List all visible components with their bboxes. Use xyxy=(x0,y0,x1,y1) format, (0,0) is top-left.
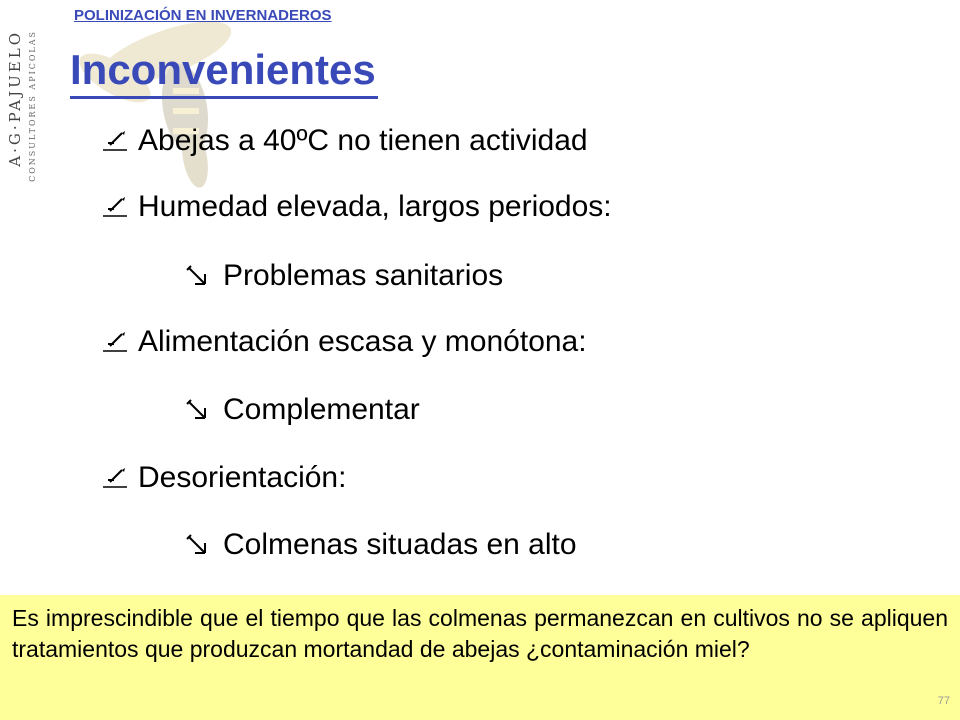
footer-note xyxy=(0,595,960,720)
footer-text: Es imprescindible que el tiempo que las colmenas permanezcan en cultivos no se apliquen tratamientos que produzcan mortandad de abejas ¿contaminación miel? xyxy=(12,605,948,662)
list-item-text: Colmenas situadas en alto xyxy=(223,528,577,561)
list-item-text: Humedad elevada, largos periodos: xyxy=(138,190,612,223)
page-number: 77 xyxy=(937,695,950,707)
header-link[interactable]: POLINIZACIÓN EN INVERNADEROS xyxy=(74,7,332,24)
list-item xyxy=(185,393,420,427)
list-item xyxy=(185,528,577,562)
pencil-bullet-icon xyxy=(100,466,130,490)
list-item-text: Problemas sanitarios xyxy=(223,259,504,292)
arrow-bullet-icon xyxy=(185,398,211,422)
logo-name: A·G·PAJUELO xyxy=(6,30,24,167)
pencil-bullet-icon xyxy=(100,330,130,354)
logo-tagline: CONSULTORES APÍCOLAS xyxy=(28,30,37,182)
pencil-bullet-icon xyxy=(100,195,130,219)
list-item xyxy=(185,259,503,293)
page-title: Inconvenientes xyxy=(70,44,378,99)
list-item-text: Complementar xyxy=(223,393,420,426)
list-item xyxy=(100,325,587,359)
list-item xyxy=(100,190,612,224)
arrow-bullet-icon xyxy=(185,264,211,288)
list-item-text: Alimentación escasa y monótona: xyxy=(138,325,587,358)
list-item xyxy=(100,124,588,158)
list-item-text: Abejas a 40ºC no tienen actividad xyxy=(138,124,588,157)
list-item-text: Desorientación: xyxy=(138,461,347,494)
list-item xyxy=(100,461,346,495)
pencil-bullet-icon xyxy=(100,129,130,153)
arrow-bullet-icon xyxy=(185,533,211,557)
